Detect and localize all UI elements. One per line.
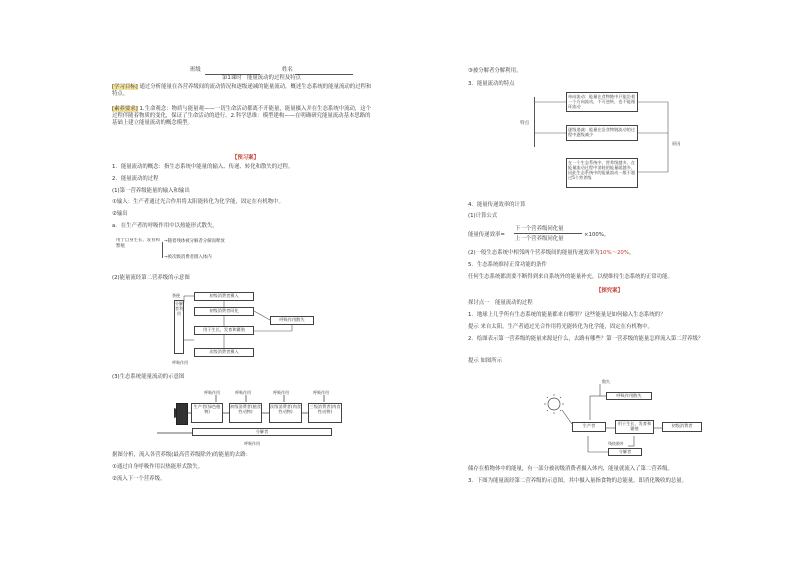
- d4-resp: 呼吸作用散失: [606, 392, 652, 400]
- d3-resp-bottom: 呼吸作用: [244, 441, 260, 446]
- feature-1: 单向流动：能量在食物链中只能沿着一个方向流动，不可逆转，也不能循环流动: [566, 92, 638, 112]
- formula-label: 能量传递效率=: [468, 232, 505, 238]
- explore-point: 探讨点一 能量流动的过程: [468, 300, 533, 306]
- d2-next: 次级消费者摄入: [194, 348, 254, 357]
- formula-times: ×100%。: [584, 232, 610, 238]
- formula-numerator: 下一个营养级同化量: [515, 226, 564, 232]
- d4-consumer: 初级消费者: [662, 422, 702, 432]
- feature-label: 特点: [520, 121, 530, 126]
- literacy-tag: [素养要求]: [112, 106, 138, 112]
- d2-respiration: 呼吸作用散失: [270, 316, 314, 325]
- analysis-2: ②流入下一个营养级。: [112, 476, 166, 482]
- d4-growth: 用于生长、发育和繁殖: [615, 420, 654, 434]
- eff-p4-2-text: (2)一般生态系统中相邻两个营养级间的能量传递效率为: [468, 250, 600, 256]
- lesson-title: 第1课时 能量流动的过程及特点: [222, 75, 301, 81]
- analysis-1: ①通过自身呼吸作用以热能形式散失。: [112, 464, 204, 470]
- feature-3: 在一个生态系统中，营养级越多，在能量流动过程中消耗的能量就越多，因此生态系统中的能量流动一般不超过5个营养级: [566, 158, 638, 188]
- study-p1: 1．能量流动的概念：指生态系统中能量的输入、传递、转化和散失的过程。: [112, 164, 294, 170]
- study-p2: 2．能量流动的过程: [112, 176, 159, 182]
- right-r3: ③被分解者分解利用。: [468, 68, 522, 74]
- d4-decomposer: 分解者: [608, 448, 642, 456]
- formula-denominator: 上一个营养级同化量: [515, 236, 564, 242]
- d4-remains: 残枝败叶: [608, 441, 624, 446]
- eff-p4-1: (1)计算公式: [468, 213, 498, 219]
- reason-label: 原因: [672, 141, 681, 146]
- d2-feces: 粪便: [172, 293, 180, 298]
- d3-secondary: 次级消费者(肉食性动物): [269, 403, 302, 423]
- name-label: 姓名: [282, 67, 293, 73]
- study-p2-1c: a．在生产者的呼吸作用中以热能形式散失。: [112, 223, 218, 229]
- literacy-text: 1.生命观念：物质与能量观——一切生命活动都离不开能量，能量摄入并在生态系统中流动，这个过程伴随着物质的变化，保证了生命活动的进行。2.科学思维：模型建构——在明确研究能量流动基本思路的基础上建立能量流动的概念模型。: [112, 106, 372, 126]
- right-p3: 3．能量流动的特点: [468, 81, 515, 87]
- d3-primary: 初级消费者(植食性动物): [229, 403, 262, 423]
- explore-after: 储存在植物体中的能量，有一部分被初级消费者摄入体内，能量就流入了第二营养级。: [468, 466, 673, 472]
- d2-growth: 用于生长、发育和繁殖: [194, 326, 254, 335]
- d1-down-text: →被次级消费者摄入体内: [164, 255, 212, 260]
- d3-decomposer: 分解者: [192, 428, 332, 436]
- eff-range: 10%～20%: [599, 250, 629, 256]
- d2-intake: 初级消费者摄入: [194, 292, 254, 301]
- eff-p5-text: 任何生态系统都需要不断得到来自系统外的能量补充，以便维持生态系统的正常功能。: [468, 274, 673, 280]
- q1-hint-text: 来自太阳。生产者通过光合作用将光能转化为化学能，固定在有机物中。: [480, 324, 654, 330]
- study-p2-1b: ②输出: [112, 211, 128, 217]
- study-p2-1: (1)第一营养级能量的输入和输出: [112, 188, 190, 194]
- q2-hint-tag: 提示: [468, 358, 479, 364]
- d3-resp-2: 呼吸作用: [235, 390, 251, 395]
- d4-heat: 散失: [602, 379, 610, 384]
- study-p2-3: (3)生态系统能量流动的示意图: [112, 374, 185, 380]
- d3-resp-4: 呼吸作用: [313, 390, 329, 395]
- d3-resp-1: 呼吸作用: [204, 390, 220, 395]
- d1-left-text: 用于自身生长、发育和繁殖: [116, 238, 162, 264]
- explore-q1: 1．地球上几乎所有生态系统的能量都来自哪里？这些能量是如何输入生态系统的？: [468, 312, 666, 318]
- study-p2-1a: ①输入：生产者通过光合作用将太阳能转化为化学能，固定在有机物中。: [112, 199, 284, 205]
- explore-q2: 2．绘图表示第一营养级的能量来源是什么，去路有哪些？第一营养级的能量怎样流入第二营养级？: [468, 336, 704, 342]
- class-label: 班级: [190, 67, 201, 73]
- d4-producer: 生产者: [572, 422, 606, 432]
- study-p2-2: (2)能量流经第二营养级的示意图: [112, 275, 190, 281]
- analysis: 据图分析，流入各营养级(最高营养级除外)的能量的去路：: [112, 452, 251, 458]
- d2-assimilation: 初级消费者同化: [194, 307, 254, 316]
- d3-resp-3: 呼吸作用: [273, 390, 289, 395]
- q1-hint-tag: 提示: [468, 324, 479, 330]
- section-explore-heading: 【探究案】: [596, 288, 623, 294]
- d3-sun-block: [176, 403, 188, 425]
- q2-hint-text: 如图所示: [480, 358, 503, 364]
- eff-p5: 5．生态系统维持正常功能的条件: [468, 262, 547, 268]
- d3-tertiary: 三级消费者(肉食性动物): [308, 403, 342, 423]
- d2-decomposer: 分解者利用: [174, 300, 184, 354]
- objective-tag: [学习目标]: [112, 84, 138, 90]
- feature-2: 逐级递减：能量在沿食物链流动的过程中逐级减少: [566, 125, 638, 141]
- section-study-heading: 【预习案】: [232, 155, 259, 161]
- explore-q3: 3．下图为能量流经第二营养级的示意图，其中摄入量指食物的总能量，即消化吸收的总量。: [468, 478, 688, 484]
- d2-resp-label: 呼吸作用: [172, 360, 188, 365]
- eff-p4: 4．能量传递效率的计算: [468, 202, 526, 208]
- d3-producer: 生产者(绿色植物): [191, 403, 223, 423]
- objective-text: 通过分析能量在各营养级间的流动情况和逐级递减的能量流动，概述生态系统的能量流动的过程和特点。: [112, 84, 372, 97]
- eff-p4-2-end: 。: [628, 250, 635, 256]
- d1-up-text: →随着残体被分解者分解而释放: [164, 239, 225, 244]
